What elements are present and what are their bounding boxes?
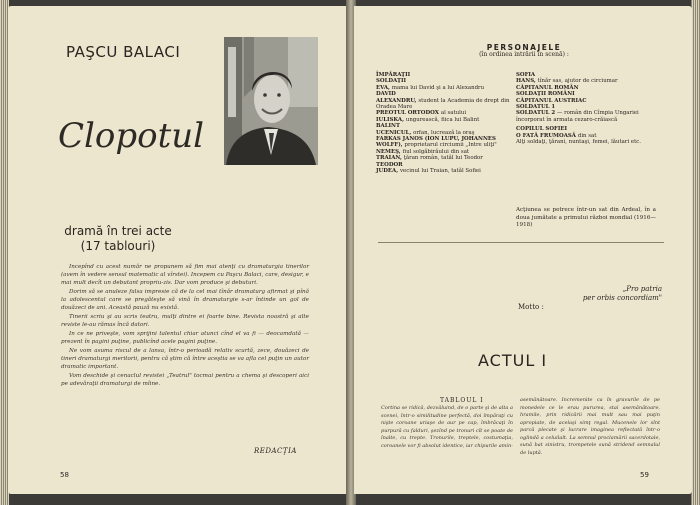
cast-item: SOLDAŢII ROMÂNI [516, 91, 575, 98]
cast-list-left [376, 72, 510, 175]
cast-item: FARKAS JANOS (ION LUPU, JOHANNES WOLFF), proprietarul circiumii „Intre uliţi" [376, 136, 497, 149]
cast-item: JUDEA, vecinul lui Traian, tatăl Sofiei [376, 168, 481, 175]
cast-item: Alţi soldaţi, ţărani, nuntaşi, femei, lăutari etc. [516, 139, 641, 146]
cast-item: TRAIAN, ţăran român, tatăl lui Teodor [376, 155, 483, 162]
intro-paragraph: Incepînd cu acest număr ne propunem să fim mai atenţi cu dramaturgia tinerilor (avem în vedere sensul matematic al vîrstei). Incepem cu Paşcu Balaci, care, desigur, e mai mult decît un debutant propriu-zis. Dar vom produce şi debuturi. [61, 264, 309, 286]
stage-directions-col2: asemănătoare. Incremenite ca în gravurile de pe monedele ce le erau pururea, stai asemănătoare, hramile, prin ridicării mai mult sau mai puţin apropiate, de acelaşi simţ regal. Mucenele lor sînt parcă plecate şi lucrare imaginea reflectată într-o oglindă a celuilalt. La semnul proclamării sacerdotale, sună bat sinistru, trompetele sună stridend semnalul de luptă. [520, 397, 660, 456]
cast-list-right [516, 72, 660, 145]
intro-paragraph: Tinerii scriu şi au scris teatru, mulţi dintre ei foarte bine. Revista noastră şi alte reviste le-au rămas încă datori. [61, 314, 309, 328]
editorial-signature: REDACŢIA [254, 447, 297, 455]
intro-paragraph: Dorim să se anuleze falsa impresie că de la cel mai tînăr dramaturg afirmat şi pînă la adolescentul care se pregăteşte să vină în dramaturgie s-ar întinde un gol de douăzeci de ani. Această pauză nu există. [61, 289, 309, 311]
cast-item: SOFIA [516, 72, 536, 78]
cast-item: SOLDATUL 2 — român din Cîmpia Ungariei încorporat în armata cezaro-crăiască [516, 110, 639, 123]
editorial-intro [61, 263, 309, 389]
tableau-heading: TABLOUL I [440, 397, 484, 404]
motto-label: Motto : [518, 303, 544, 311]
cast-item: TEODOR [376, 161, 403, 168]
divider-line [378, 242, 664, 243]
page-number-right: 59 [640, 471, 649, 479]
cast-item: SOLDAŢII [376, 78, 406, 85]
left-page [8, 6, 348, 494]
characters-heading: PERSONAJELE [486, 43, 562, 52]
subtitle-tableaux: (17 tablouri) [80, 239, 156, 253]
motto-line-2: per orbis concordiam" [582, 294, 662, 302]
right-page [354, 6, 692, 494]
motto-line-1: „Pro patria [622, 285, 662, 293]
author-name: PAŞCU BALACI [66, 43, 181, 61]
author-photo [224, 37, 318, 165]
cast-item: EVA, mama lui David şi a lui Alexandru [376, 84, 485, 91]
characters-subheading: (în ordinea intrării în scenă) : [479, 51, 569, 58]
cast-item: CĂPITANUL AUSTRIAC [516, 97, 587, 104]
cast-item: IULISKA, ungurească, fiica lui Balint [376, 116, 480, 123]
cast-item: CĂPITANUL ROMÂN [516, 84, 579, 91]
intro-paragraph: Ne vom asuma riscul de a lansa, într-o perioadă relativ scurtă, zece, douăzeci de tineri dramaturgi meritorii, pentru că ştim că între aceştia se va afla cel puţin un autor dramatic important. [61, 348, 309, 370]
subtitle-genre: dramă în trei acte [64, 224, 172, 238]
cast-item: NEMEŞ, fiul solgăbirăului din sat [376, 148, 470, 155]
stage-directions-col1: Cortina se ridică, dezvăluind, de o parte şi de alta a scenei, într-o similitudine perfectă, doi împăraţi cu nişte coroane uriaşe de aur pe cap, îmbrăcaţi în purpură cu falduri, şezînd pe tronuri cît se poate de înalte, cu trepte. Tronurile, treptele, costumaţia, coroanele vor fi absolut identice, iar chipurile amin- [381, 405, 513, 449]
cast-item: DAVID [376, 91, 396, 98]
setting-note: Acţiunea se petrece într-un sat din Ardeal, în a doua jumătate a primului război mondial (1916—1918) [516, 207, 656, 229]
motto-text [552, 285, 662, 303]
cast-item: SOLDATUL 1 [516, 104, 556, 111]
cast-item: PREOTUL ORTODOX al satului [376, 110, 467, 117]
cast-item: HANS, tînăr sas, ajutor de circiumar [516, 78, 618, 85]
cast-item: ALEXANDRU, student la Academia de drept din Oradea Mare [376, 97, 510, 111]
intro-paragraph: Vom deschide şi cenaclul revistei „Teatrul" tocmai pentru a chema şi descoperi aici pe adevăraţii dramaturgi de mîine. [61, 373, 309, 387]
cast-item: O FATĂ FRUMOASĂ din sat [516, 132, 597, 139]
page-edges-right [691, 0, 700, 505]
intro-paragraph: In ce ne priveşte, vom sprijini talentul chiar atunci cînd el va fi — deocamdată — prezent în pagini puţine, publicînd acele pagini puţine. [61, 331, 309, 345]
cast-item: COPILUL SOFIEI [516, 126, 567, 133]
play-subtitle [48, 224, 188, 254]
cast-item: BALINT [376, 123, 400, 130]
page-number-left: 58 [60, 471, 69, 479]
act-title: ACTUL I [478, 351, 548, 370]
cast-item: ÎMPĂRAŢII [376, 72, 411, 78]
play-title: Clopotul [58, 116, 205, 156]
cast-item: UCENICUL, orfan, lucrează la oraş [376, 129, 475, 136]
